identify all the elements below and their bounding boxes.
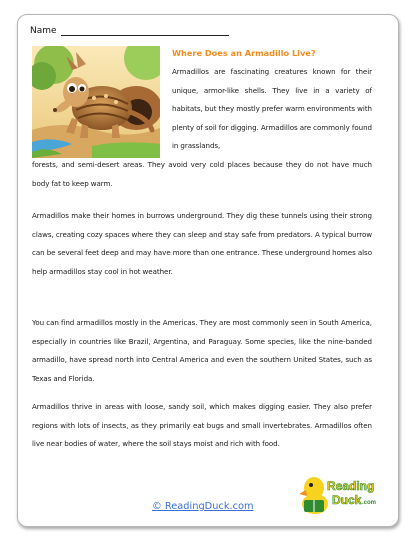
reading-duck-logo-icon[interactable] [300, 468, 390, 516]
paragraph-4: Armadillos thrive in areas with loose, sandy soil, which makes digging easier. They also prefer regions with lots of insects, as they primarily eat bugs and small invertebrates. Armadillos often live near bodies of water, where the soil stays moist and rich with food. [32, 402, 372, 449]
logo-text-duck: Duck [332, 493, 362, 507]
armadillo-illustration-icon [32, 46, 160, 158]
name-line [61, 26, 229, 36]
name-field-row [30, 26, 229, 36]
name-label: Name [30, 26, 57, 36]
paragraph-1-continued: forests, and semi-desert areas. They avoid very cold places because they do not have much body fat to keep warm. [32, 160, 372, 188]
logo-text-com: .com [362, 500, 377, 506]
paragraph-1-wrapped: Armadillos are fascinating creatures known for their unique, armor-like shells. They live in a variety of habitats, but they mostly prefer warm environments with plenty of soil for digging. Armadillos are commonly found in grasslands, [172, 67, 372, 151]
article-title: Where Does an Armadillo Live? [172, 48, 316, 58]
logo-text-reading: Reading [327, 479, 375, 493]
paragraph-2: Armadillos make their homes in burrows underground. They dig these tunnels using their strong claws, creating cozy spaces where they can sleep and stay safe from predators. A typical burrow can be several feet deep and may have more than one entrance. These underground homes also help armadillos stay cool in hot weather. [32, 211, 372, 276]
readingduck-link[interactable]: © ReadingDuck.com [152, 501, 254, 512]
paragraph-3: You can find armadillos mostly in the Americas. They are most commonly seen in South America, especially in countries like Brazil, Argentina, and Paraguay. Some species, like the nine-banded armadillo, have spread north into Central America and even the southern United States, such as Texas and Florida. [32, 318, 372, 383]
